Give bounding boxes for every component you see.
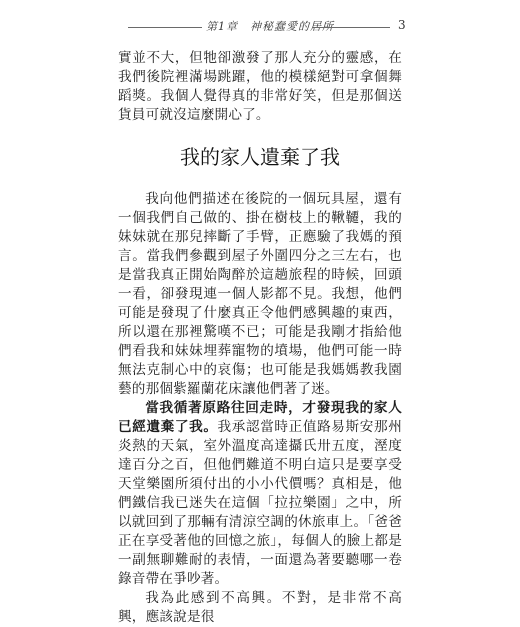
- paragraph-2-bold-lead: 當我循著原路往回走時，才發現我的家人已經遺棄了我。: [118, 400, 402, 435]
- paragraph-3: 我為此感到不高興。不對，是非常不高興，應該說是很: [118, 590, 402, 625]
- paragraph-2-text: 我承認當時正值路易斯安那州炎熱的天氣，室外溫度高達攝氏卅五度，溼度達百分之百，但他們難道不明白這只是要享受天堂樂園所須付出的小小代價嗎？真相是，他們鐵信我已迷失在這個「拉拉樂園」之中，所以就回到了那輛有清涼空調的休旅車上。「爸爸正在享受著他的回憶之旅」，每個人的臉上都是一副無聊難耐的表情，一面還為著要聽哪一卷錄音帶在爭吵著。: [118, 419, 402, 587]
- paragraph-1: 我向他們描述在後院的一個玩具屋，還有一個我們自己做的、掛在樹枝上的鞦韆，我的妹妹就在那兒摔斷了手臂，正應驗了我媽的預言。當我們參觀到屋子外圍四分之三左右，也是當我真正開始陶醉於這趟旅程的時候，回頭一看，卻發現連一個人影都不見。我想，他們可能是發現了什麼真正令他們感興趣的東西，所以還在那裡驚嘆不已；可能是我剛才指給他們看我和妹妹埋葬寵物的墳場，他們可能一時無法克制心中的哀傷；也可能是我媽媽教我園藝的那個紫羅蘭花床讓他們著了迷。: [118, 191, 402, 397]
- paragraph-2: [118, 399, 402, 589]
- header-rule-left: [128, 27, 202, 28]
- running-head: 第1章 神秘蠢愛的居所: [206, 20, 334, 33]
- section-title: 我的家人遺棄了我: [180, 145, 340, 169]
- header-rule-right: [312, 27, 390, 28]
- page-header: [0, 0, 520, 50]
- page-number: 3: [398, 18, 406, 32]
- page-body: [118, 49, 402, 627]
- continued-paragraph: 實並不大，但牠卻激發了那人充分的靈感，在我們後院裡滿場跳躍，他的模樣絕對可拿個舞蹈獎。我個人覺得真的非常好笑，但是那個送貨員可就沒這麼開心了。: [118, 50, 402, 123]
